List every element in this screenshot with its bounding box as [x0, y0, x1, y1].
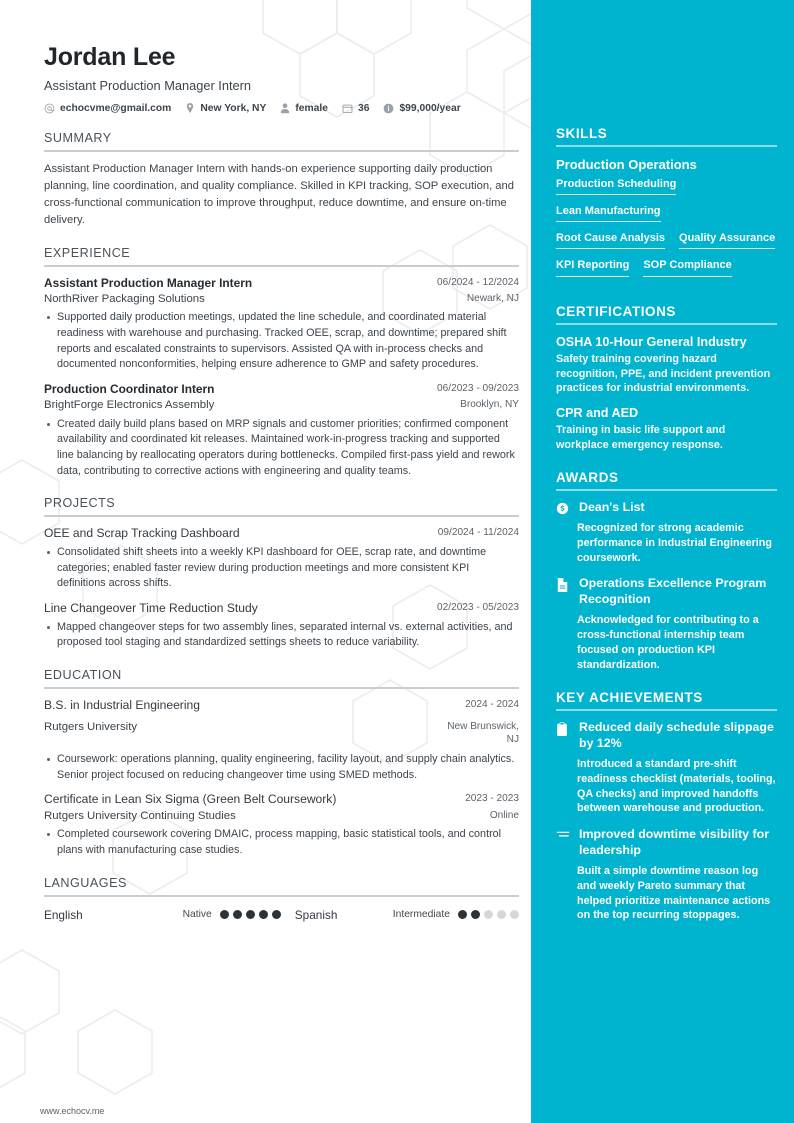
sidebar	[531, 0, 794, 1123]
projects-heading: PROJECTS	[44, 496, 116, 511]
rating-dot	[259, 910, 268, 919]
language-item	[44, 908, 281, 922]
project-bullets	[44, 620, 519, 651]
section-divider	[44, 687, 519, 689]
sidebar-divider	[556, 489, 777, 491]
email-icon	[44, 103, 55, 114]
rating-dot	[510, 910, 519, 919]
certification-name: OSHA 10-Hour General Industry	[556, 334, 747, 349]
contact-age	[342, 103, 369, 114]
language-rating	[458, 910, 519, 919]
rating-dot	[246, 910, 255, 919]
sidebar-divider	[556, 145, 777, 147]
skill-chip: Lean Manufacturing	[556, 204, 661, 222]
page-title: Jordan Lee	[44, 43, 176, 71]
award-title: Dean's List	[579, 500, 645, 515]
award-item	[556, 500, 777, 565]
education-date: 2023 - 2023	[465, 793, 519, 805]
achievement-desc: Introduced a standard pre-shift readiness checklist (materials, tooling, QA checks) and improved handoffs between warehouse and production.	[577, 758, 776, 815]
section-summary	[44, 131, 519, 229]
language-name: Spanish	[294, 907, 338, 922]
skills-list	[556, 177, 777, 286]
skill-chip: Quality Assurance	[679, 231, 775, 249]
contact-bar	[44, 103, 519, 114]
experience-org: BrightForge Electronics Assembly	[44, 399, 215, 412]
contact-email-text: echocvme@gmail.com	[60, 102, 172, 114]
education-bullets	[44, 752, 519, 783]
section-divider	[44, 515, 519, 517]
experience-bullets	[44, 310, 519, 373]
sidebar-section-certifications	[556, 304, 777, 453]
certifications-heading: CERTIFICATIONS	[556, 303, 676, 319]
contact-gender	[280, 103, 328, 114]
rating-dot	[497, 910, 506, 919]
project-title: Line Changeover Time Reduction Study	[44, 601, 258, 616]
contact-location	[185, 103, 266, 114]
section-languages	[44, 876, 519, 922]
location-pin-icon	[185, 103, 195, 114]
list-item: Supported daily production meetings, updated the line schedule, and coordinated material readiness with warehouse and purchasing. Tracked OEE, scrap, and downtime; prepared shift reports and escalated constraints to supervisors. Assisted QA with in-process checks and documented nonconformities, helping ensure adherence to GMP and safety procedures.	[44, 310, 519, 373]
skills-heading: SKILLS	[556, 126, 608, 141]
sidebar-divider	[556, 709, 777, 711]
contact-salary	[383, 103, 460, 114]
experience-heading: EXPERIENCE	[44, 245, 131, 260]
key-achievements-heading: KEY ACHIEVEMENTS	[556, 690, 703, 706]
calendar-icon	[342, 103, 353, 114]
contact-email	[44, 103, 171, 114]
experience-title: Production Coordinator Intern	[44, 381, 215, 396]
project-bullets	[44, 545, 519, 592]
languages-heading: LANGUAGES	[44, 875, 127, 890]
person-icon	[280, 103, 290, 114]
certification-desc: Training in basic life support and workplace emergency response.	[556, 424, 726, 451]
education-title: Certificate in Lean Six Sigma (Green Belt Coursework)	[44, 792, 337, 807]
job-title-subtitle: Assistant Production Manager Intern	[44, 77, 251, 93]
language-name: English	[44, 907, 83, 922]
list-item: Created daily build plans based on MRP signals and customer priorities; confirmed component availability and coordinated kit releases. Maintained work-in-progress tracking and supported line balancing by reallocating operators during bottlenecks. Compiled first-pass yield and rework data, contributing to corrective actions with engineering and quality teams.	[44, 417, 519, 480]
education-location: Online	[489, 809, 519, 821]
experience-org: NorthRiver Packaging Solutions	[44, 293, 205, 306]
section-divider	[44, 265, 519, 267]
language-level: Intermediate	[392, 909, 450, 921]
rating-dot	[272, 910, 281, 919]
achievement-title: Reduced daily schedule slippage by 12%	[579, 720, 774, 751]
list-lines-icon	[556, 827, 570, 841]
awards-heading: AWARDS	[556, 470, 619, 486]
education-item	[44, 792, 519, 858]
list-item: Completed coursework covering DMAIC, process mapping, basic statistical tools, and control plans with manufacturing case studies.	[44, 827, 519, 858]
education-org: Rutgers University Continuing Studies	[44, 809, 236, 822]
skill-chip: Root Cause Analysis	[556, 231, 665, 249]
project-item	[44, 601, 519, 651]
languages-list	[44, 906, 519, 922]
info-circle-icon	[383, 103, 394, 114]
experience-date: 06/2023 - 09/2023	[437, 382, 519, 394]
achievement-desc: Built a simple downtime reason log and weekly Pareto summary that helped prioritize maintenance actions on the top recurring stoppages.	[577, 864, 771, 922]
project-item	[44, 526, 519, 592]
language-item	[295, 908, 519, 922]
coin-icon	[556, 500, 570, 515]
experience-item	[44, 382, 519, 479]
education-date: 2024 - 2024	[465, 699, 519, 711]
clipboard-icon	[556, 720, 570, 737]
section-divider	[44, 895, 519, 897]
rating-dot	[233, 910, 242, 919]
experience-title: Assistant Production Manager Intern	[44, 275, 253, 290]
experience-location: Brooklyn, NY	[460, 399, 519, 411]
sidebar-section-awards	[556, 470, 777, 672]
section-education	[44, 668, 519, 859]
education-title: B.S. in Industrial Engineering	[44, 698, 200, 713]
experience-date: 06/2024 - 12/2024	[437, 276, 519, 288]
list-item: Mapped changeover steps for two assembly lines, separated internal vs. external activities, and proposed tool staging and standardized settings sheets to reduce variability.	[44, 620, 519, 651]
achievement-title: Improved downtime visibility for leadership	[579, 827, 770, 858]
education-location: New Brunswick, NJ	[447, 720, 519, 745]
certification-item	[556, 405, 777, 452]
skill-chip: Production Scheduling	[556, 177, 676, 195]
award-desc: Acknowledged for contributing to a cross-functional internship team focused on production KPI standardization.	[577, 614, 759, 671]
skill-category: Production Operations	[556, 157, 697, 172]
section-experience	[44, 246, 519, 480]
sidebar-section-skills	[556, 126, 777, 286]
achievement-item	[556, 720, 777, 816]
project-date: 02/2023 - 05/2023	[437, 602, 519, 614]
experience-bullets	[44, 417, 519, 480]
sidebar-section-key-achievements	[556, 690, 777, 923]
contact-age-text: 36	[357, 102, 370, 114]
experience-item	[44, 276, 519, 373]
experience-location: Newark, NJ	[466, 293, 519, 305]
rating-dot	[458, 910, 467, 919]
summary-heading: SUMMARY	[44, 130, 112, 145]
achievement-item	[556, 827, 777, 923]
skill-chip: KPI Reporting	[556, 258, 629, 276]
language-rating	[220, 910, 281, 919]
certification-item	[556, 334, 777, 396]
education-bullets	[44, 827, 519, 858]
sidebar-divider	[556, 323, 777, 325]
award-item	[556, 576, 777, 672]
rating-dot	[484, 910, 493, 919]
skill-chip: SOP Compliance	[643, 258, 731, 276]
summary-text: Assistant Production Manager Intern with hands-on experience supporting daily production planning, line coordination, and quality compliance. Skilled in KPI tracking, SOP execution, and cross-functional communication to improve throughput, reduce downtime, and ensure on-time delivery.	[44, 162, 514, 226]
education-item	[44, 698, 519, 783]
section-divider	[44, 150, 519, 152]
project-date: 09/2024 - 11/2024	[437, 527, 519, 539]
certification-name: CPR and AED	[556, 405, 639, 420]
contact-gender-text: female	[295, 102, 328, 114]
list-item: Consolidated shift sheets into a weekly KPI dashboard for OEE, scrap rate, and downtime categories; enabled faster review during production meetings and more consistent KPI definitions across shifts.	[44, 545, 519, 592]
document-icon	[556, 576, 570, 592]
language-level: Native	[182, 909, 212, 921]
list-item: Coursework: operations planning, quality engineering, facility layout, and supply chain analytics. Senior project focused on reducing changeover time using SMED methods.	[44, 752, 519, 783]
education-org: Rutgers University	[44, 720, 138, 733]
rating-dot	[471, 910, 480, 919]
education-heading: EDUCATION	[44, 668, 122, 683]
contact-location-text: New York, NY	[200, 102, 267, 114]
certification-desc: Safety training covering hazard recognition, PPE, and incident prevention practices for industrial environments.	[556, 353, 771, 395]
footer-url[interactable]: www.echocv.me	[40, 1106, 105, 1116]
contact-salary-text: $99,000/year	[399, 102, 461, 114]
award-desc: Recognized for strong academic performance in Industrial Engineering coursework.	[577, 522, 772, 564]
project-title: OEE and Scrap Tracking Dashboard	[44, 526, 240, 541]
section-projects	[44, 496, 519, 651]
award-title: Operations Excellence Program Recognition	[579, 576, 767, 607]
rating-dot	[220, 910, 229, 919]
